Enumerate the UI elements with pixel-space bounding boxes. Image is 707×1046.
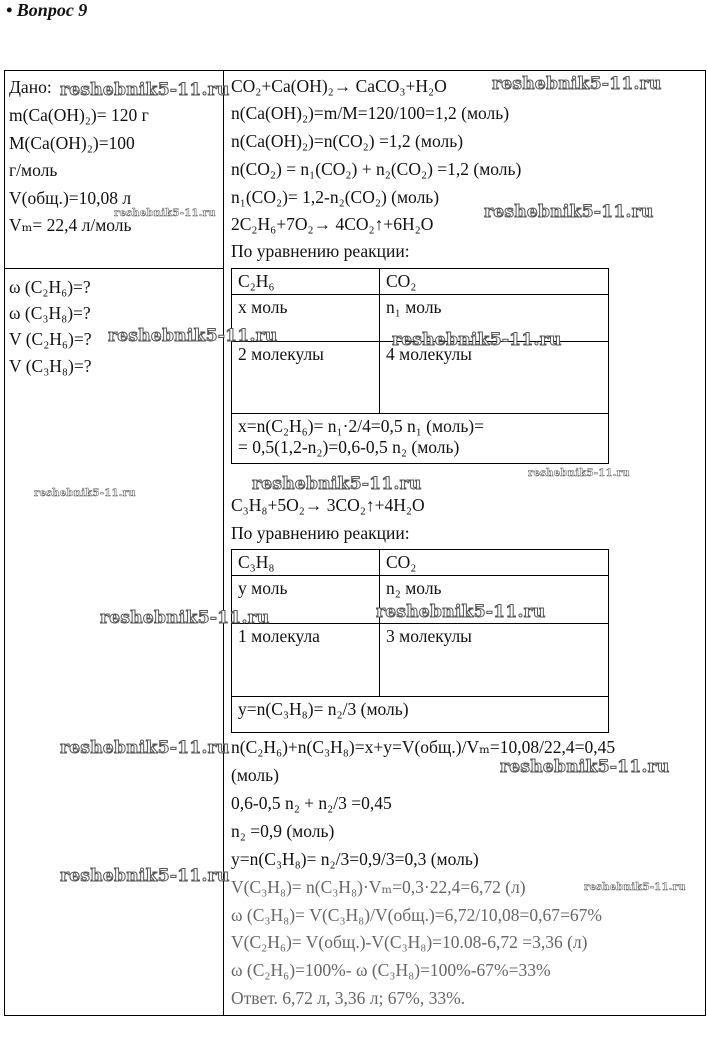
find-line: ω (C₃H₈)=? — [9, 303, 91, 323]
solution-line: ω (C₃H₈)= V(C₃H₈)/V(общ.)=6,72/10,08=0,67=67% — [231, 905, 602, 925]
solution-line: V(C₃H₈)= n(C₃H₈)·Vₘ=0,3·22,4=6,72 (л) — [231, 877, 526, 897]
given-line: Vₘ= 22,4 л/моль — [9, 215, 132, 235]
watermark-text: reshebnik5-11.ru — [484, 202, 654, 222]
watermark-text: reshebnik5-11.ru — [60, 80, 230, 100]
find-line: ω (C₂H₆)=? — [9, 277, 91, 297]
reaction-table-ethane — [231, 268, 609, 464]
table-cell: x моль — [232, 295, 380, 342]
watermark-text: reshebnik5-11.ru — [492, 74, 662, 94]
watermark-text: reshebnik5-11.ru — [34, 488, 136, 499]
solution-line: CO₂+Ca(OH)₂→ CaCO₃+H₂O — [231, 76, 447, 96]
table-footer-cell: y=n(C₃H₈)= n₂/3 (моль) — [232, 697, 609, 733]
solution-line: (моль) — [231, 765, 279, 785]
solution-line: n(Ca(OH)₂)=m/M=120/100=1,2 (моль) — [231, 103, 510, 123]
solution-line: 2C₂H₆+7O₂→ 4CO₂↑+6H₂O — [231, 214, 434, 234]
watermark-text: reshebnik5-11.ru — [376, 602, 546, 622]
table-cell: C₂H₆ — [232, 269, 380, 295]
reaction-table-propane — [231, 549, 609, 733]
watermark-text: reshebnik5-11.ru — [114, 208, 216, 219]
solution-line: V(C₂H₆)= V(общ.)-V(C₃H₈)=10.08-6,72 =3,36 (л) — [231, 932, 588, 952]
solution-line: ω (C₂H₆)=100%- ω (C₃H₈)=100%-67%=33% — [231, 960, 551, 980]
watermark-text: reshebnik5-11.ru — [100, 608, 270, 628]
given-line: г/моль — [9, 160, 58, 180]
watermark-text: reshebnik5-11.ru — [392, 330, 562, 350]
solution-line: n(Ca(OH)₂)=n(CO₂) =1,2 (моль) — [231, 131, 464, 151]
table-cell: y моль — [232, 576, 380, 624]
table-footer-cell — [232, 414, 609, 464]
given-line: M(Ca(OH)₂)=100 — [9, 133, 135, 153]
watermark-text: reshebnik5-11.ru — [584, 882, 686, 893]
question-title: • Вопрос 9 — [6, 0, 88, 20]
solution-line: По уравнению реакции: — [231, 523, 410, 543]
table-cell: CO₂ — [380, 550, 609, 576]
table-cell: C₃H₈ — [232, 550, 380, 576]
watermark-text: reshebnik5-11.ru — [60, 738, 230, 758]
table-cell: 3 молекулы — [380, 624, 609, 697]
watermark-text: reshebnik5-11.ru — [500, 757, 670, 777]
table-cell: 1 молекула — [232, 624, 380, 697]
answer-line: Ответ. 6,72 л, 3,36 л; 67%, 33%. — [231, 988, 466, 1008]
find-line: V (C₂H₆)=? — [9, 329, 92, 349]
given-find-divider — [4, 268, 223, 269]
given-line: m(Ca(OH)₂)= 120 г — [9, 105, 149, 125]
table-footer-line: = 0,5(1,2-n₂)=0,6-0,5 n₂ (моль) — [238, 437, 460, 457]
table-footer-line: x=n(C₂H₆)= n₁·2/4=0,5 n₁ (моль)= — [238, 416, 484, 436]
table-cell: CO₂ — [380, 269, 609, 295]
given-line: Дано: — [9, 77, 52, 97]
given-line: V(общ.)=10,08 л — [9, 188, 132, 208]
table-cell: 2 молекулы — [232, 342, 380, 414]
watermark-text: reshebnik5-11.ru — [252, 474, 422, 494]
solution-line: По уравнению реакции: — [231, 241, 410, 261]
table-cell: n₁ моль — [380, 295, 609, 342]
find-line: V (C₃H₈)=? — [9, 356, 92, 376]
solution-line: n(C₂H₆)+n(C₃H₈)=x+y=V(общ.)/Vₘ=10,08/22,4=0,45 — [231, 737, 616, 757]
solution-line: n(CO₂) = n₁(CO₂) + n₂(CO₂) =1,2 (моль) — [231, 159, 522, 179]
watermark-text: reshebnik5-11.ru — [528, 468, 630, 479]
table-cell: n₂ моль — [380, 576, 609, 624]
solution-line: C₃H₈+5O₂→ 3CO₂↑+4H₂O — [231, 495, 425, 515]
watermark-text: reshebnik5-11.ru — [108, 326, 278, 346]
solution-line: n₂ =0,9 (моль) — [231, 821, 335, 841]
solution-line: n₁(CO₂)= 1,2-n₂(CO₂) (моль) — [231, 187, 440, 207]
solution-line: 0,6-0,5 n₂ + n₂/3 =0,45 — [231, 793, 392, 813]
watermark-text: reshebnik5-11.ru — [60, 866, 230, 886]
solution-line: y=n(C₃H₈)= n₂/3=0,9/3=0,3 (моль) — [231, 849, 479, 869]
table-cell: 4 молекулы — [380, 342, 609, 414]
